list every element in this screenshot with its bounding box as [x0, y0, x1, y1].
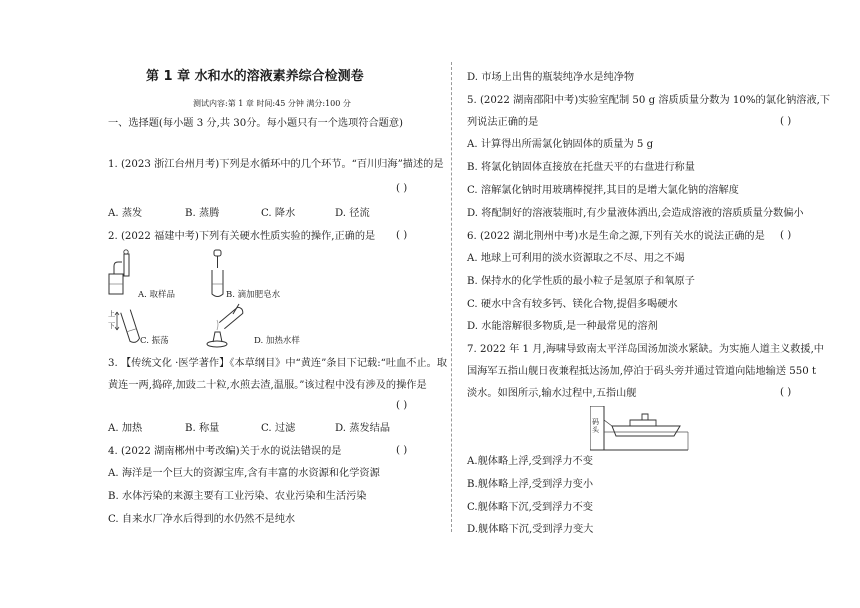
q7-ship-figure [590, 406, 690, 452]
q7-answer-paren: ( ) [780, 387, 792, 398]
q7-option-b: B.舰体略上浮,受到浮力变小 [467, 479, 594, 490]
q4-stem: 4. (2022 湖南郴州中考改编)关于水的说法错误的是 [108, 446, 342, 457]
q4-option-b: B. 水体污染的来源主要有工业污染、农业污染和生活污染 [108, 491, 367, 502]
q2-stem: 2. (2022 福建中考)下列有关硬水性质实验的操作,正确的是 [108, 231, 376, 242]
q4-answer-paren: ( ) [396, 445, 408, 456]
q2-figure-a [106, 248, 140, 298]
q7-stem-line1: 7. 2022 年 1 月,海啸导致南太平洋岛国汤加淡水紧缺。为实施人道主义救援,中 [467, 344, 824, 355]
q5-option-d: D. 将配制好的溶液装瓶时,有少量液体洒出,会造成溶液的溶质质量分数偏小 [467, 208, 804, 219]
q3-option-c: C. 过滤 [261, 423, 296, 434]
test-info: 测试内容:第 1 章 时间:45 分钟 满分:100 分 [193, 99, 351, 108]
q5-answer-paren: ( ) [780, 116, 792, 127]
q5-stem-line1: 5. (2022 湖南邵阳中考)实验室配制 50 g 溶质质量分数为 10%的氯化钠溶液,下 [467, 95, 831, 106]
q6-stem: 6. (2022 湖北荆州中考)水是生命之源,下列有关水的说法正确的是 [467, 231, 765, 242]
q2-figure-d [205, 300, 253, 350]
q7-option-a: A.舰体略上浮,受到浮力不变 [467, 456, 593, 467]
q6-option-c: C. 硬水中含有较多钙、镁化合物,提倡多喝硬水 [467, 299, 678, 310]
q6-answer-paren: ( ) [780, 230, 792, 241]
q1-option-b: B. 蒸腾 [185, 208, 220, 219]
q7-stem-line2: 国海军五指山舰日夜兼程抵达汤加,停泊于码头旁并通过管道向陆地输送 550 t [467, 366, 817, 377]
q2-caption-c: C. 振荡 [140, 336, 169, 346]
q5-option-a: A. 计算得出所需氯化钠固体的质量为 5 g [467, 139, 654, 150]
q6-option-d: D. 水能溶解很多物质,是一种最常见的溶剂 [467, 321, 658, 332]
q3-option-d: D. 蒸发结晶 [335, 423, 391, 434]
q6-option-b: B. 保持水的化学性质的最小粒子是氢原子和氧原子 [467, 276, 695, 287]
dock-label: 码头 [592, 418, 599, 434]
q4-option-d: D. 市场上出售的瓶装纯净水是纯净物 [467, 72, 635, 83]
q1-stem: 1. (2023 浙江台州月考)下列是水循环中的几个环节。“百川归海”描述的是 [108, 159, 444, 170]
q2-caption-a: A. 取样品 [138, 290, 176, 300]
q7-option-d: D.舰体略下沉,受到浮力变大 [467, 524, 594, 535]
q4-option-a: A. 海洋是一个巨大的资源宝库,含有丰富的水资源和化学资源 [108, 468, 380, 479]
q2-caption-b: B. 滴加肥皂水 [226, 290, 281, 300]
q7-option-c: C.舰体略下沉,受到浮力不变 [467, 502, 593, 513]
q1-option-d: D. 径流 [335, 208, 370, 219]
q5-option-b: B. 将氯化钠固体直接放在托盘天平的右盘进行称量 [467, 162, 695, 173]
q2-answer-paren: ( ) [396, 230, 408, 241]
q5-stem-line2: 列说法正确的是 [467, 117, 539, 128]
q3-stem-line1: 3. 【传统文化 ·医学著作】《本草纲目》中“黄连”条目下记载:“吐血不止。取 [108, 358, 448, 369]
q1-answer-paren: ( ) [396, 183, 408, 194]
q4-option-c: C. 自来水厂净水后得到的水仍然不是纯水 [108, 514, 296, 525]
q2-caption-d: D. 加热水样 [254, 336, 300, 346]
q1-option-c: C. 降水 [261, 208, 296, 219]
q6-option-a: A. 地球上可利用的淡水资源取之不尽、用之不竭 [467, 253, 685, 264]
svg-text:上: 上 [108, 310, 115, 318]
svg-text:下: 下 [108, 322, 115, 330]
q7-stem-line3: 淡水。如图所示,输水过程中,五指山舰 [467, 388, 637, 399]
q3-option-b: B. 称量 [185, 423, 220, 434]
q1-option-a: A. 蒸发 [108, 208, 143, 219]
page-title: 第 1 章 水和水的溶液素养综合检测卷 [146, 69, 364, 84]
q3-option-a: A. 加热 [108, 423, 143, 434]
column-divider [451, 62, 452, 532]
q5-option-c: C. 溶解氯化钠时用玻璃棒搅拌,其目的是增大氯化钠的溶解度 [467, 185, 739, 196]
q3-stem-line2: 黄连一两,捣碎,加豉二十粒,水煎去渣,温服。”该过程中没有涉及的操作是 [108, 380, 427, 391]
q3-answer-paren: ( ) [396, 400, 408, 411]
section-heading: 一、选择题(每小题 3 分,共 30分。每小题只有一个选项符合题意) [108, 118, 404, 129]
